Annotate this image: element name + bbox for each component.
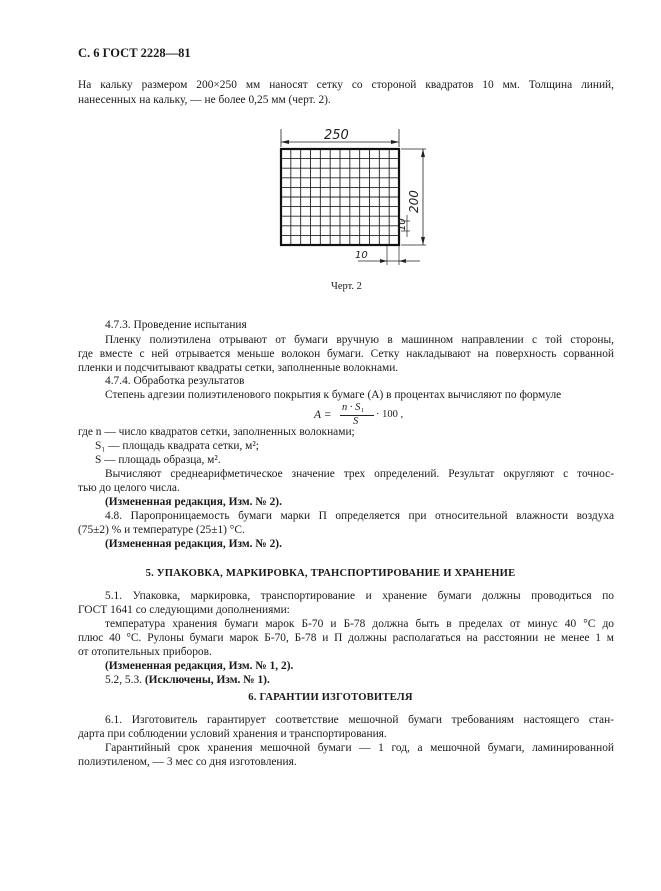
sec5-line-5: от отопительных приборов. [78,646,212,658]
sec5-edit-note: (Измененная редакция, Изм. № 1, 2). [105,660,294,672]
s474-line-3: тью до целого числа. [78,482,180,494]
formula-tail: · 100 , [376,409,404,420]
figure-caption: Черт. 2 [331,281,362,292]
page-header: С. 6 ГОСТ 2228—81 [78,46,191,60]
sec6-line-1: 6.1. Изготовитель гарантирует соответствие мешочной бумаги требованиям настоящего стан- [105,714,614,726]
s474-edit-note: (Измененная редакция, Изм. № 2). [105,496,282,508]
sec5-line-4: плюс 40 °С. Рулоны бумаги марок Б-70, Б-78 и П должны располагаться на расстоянии не менее 1 м [78,632,614,644]
s473-line-3: пленки и подсчитывают квадраты сетки, заполненные волокнами. [78,362,399,374]
dim-width-label: 250 [324,128,349,143]
sec5-line-6 [105,673,270,687]
formula-lhs: A = [314,409,332,421]
grid-drawing [250,125,440,270]
where-s: S — площадь образца, м². [95,454,221,466]
sec6-line-4: полиэтиленом, — 3 мес со дня изготовления. [78,756,297,768]
formula-numerator: n · S₁ [342,402,365,413]
where-n: где n — число квадратов сетки, заполненных волокнами; [78,426,355,438]
dim-cell-h-label: 10 [355,250,368,261]
where-s1: S₁ — площадь квадрата сетки, м²; [95,440,259,452]
s473-line-2: где вместе с ней отрывается меньше волокон бумаги. Сетку накладывают на поверхность сорванной [78,348,614,360]
arrow-top [421,149,425,157]
s48-line-1: 4.8. Паропроницаемость бумаги марки П определяется при относительной влажности воздуха [105,510,614,522]
s473-title: 4.7.3. Проведение испытания [105,319,247,331]
intro-line-1: На кальку размером 200×250 мм наносят сетку со стороной квадратов 10 мм. Толщина линий, [78,79,614,91]
dim-height-label: 200 [407,190,421,213]
s474-title: 4.7.4. Обработка результатов [105,375,245,387]
arrow-left [281,140,289,144]
arrow-cell-a [380,259,387,263]
sec5-line-1: 5.1. Упаковка, маркировка, транспортирование и хранение бумаги должны проводиться по [105,590,614,602]
formula-denominator: S [353,416,359,427]
s48-line-2: (75±2) % и температуре (25±1) °С. [78,524,245,536]
s48-edit-note: (Измененная редакция, Изм. № 2). [105,538,282,550]
section-6-title: 6. ГАРАНТИИ ИЗГОТОВИТЕЛЯ [248,692,413,703]
arrow-right [391,140,399,144]
sec5-line-6-prefix: 5.2, 5.3. [105,674,145,686]
s474-line-1: Степень адгезии полиэтиленового покрытия к бумаге (A) в процентах вычисляют по формуле [105,389,562,401]
sec5-line-3: температура хранения бумаги марок Б-70 и Б-78 должна быть в пределах от минус 40 °С до [105,618,614,630]
s473-line-1: Пленку полиэтилена отрывают от бумаги вручную в машинном направлении с той стороны, [105,334,614,346]
sec5-line-2: ГОСТ 1641 со следующими дополнениями: [78,604,290,616]
s474-line-2: Вычисляют среднеарифметическое значение трех определений. Результат округляют с точнос- [105,468,614,480]
arrow-cell-b [399,259,406,263]
arrow-bottom [421,237,425,245]
sec6-line-2: дарта при соблюдении условий хранения и транспортирования. [78,728,387,740]
intro-line-2: нанесенных на кальку, — не более 0,25 мм (черт. 2). [78,94,331,106]
grid-lines [281,149,399,245]
section-5-title: 5. УПАКОВКА, МАРКИРОВКА, ТРАНСПОРТИРОВАНИЕ И ХРАНЕНИЕ [145,568,516,579]
dim-cell-v-label: 10 [397,218,408,231]
sec5-line-6-bold: (Исключены, Изм. № 1). [144,674,270,686]
sec6-line-3: Гарантийный срок хранения мешочной бумаги — 1 год, а мешочной бумаги, ламинированной [105,742,614,754]
